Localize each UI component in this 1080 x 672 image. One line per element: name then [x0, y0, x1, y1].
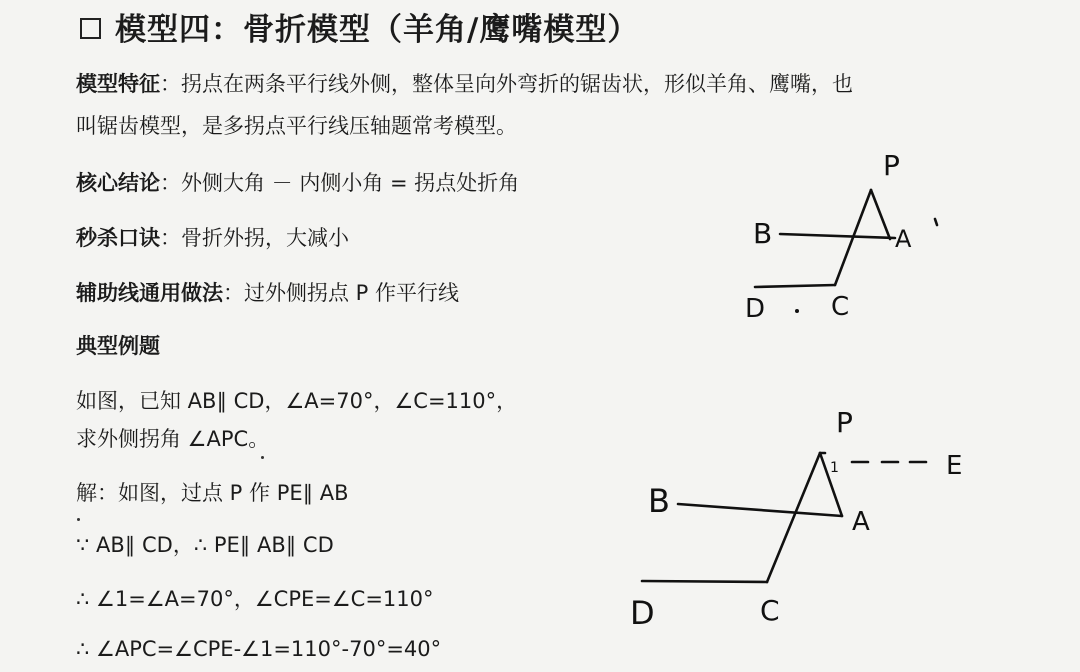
problem-line-2: 求外侧拐角 ∠APC。 — [76, 427, 270, 451]
label-d: D — [745, 294, 766, 324]
aux-line-line — [76, 281, 459, 306]
conclusion-line — [76, 171, 519, 196]
label-b: B — [648, 482, 670, 520]
checkbox-icon — [80, 18, 101, 39]
aux-line-label: 辅助线通用做法 — [76, 281, 223, 305]
stray-dot — [795, 309, 799, 313]
conclusion-label: 核心结论 — [76, 171, 160, 195]
solution-line-2: ∵ AB∥ CD，∴ PE∥ AB∥ CD — [76, 533, 334, 557]
page-title-text: 模型四：骨折模型（羊角/鹰嘴模型） — [115, 12, 640, 48]
label-p: P — [883, 149, 900, 182]
features-text-1: ：拐点在两条平行线外侧，整体呈向外弯折的锯齿状，形似羊角、鹰嘴，也 — [160, 72, 853, 96]
line-ba — [678, 504, 842, 516]
mnemonic-line — [76, 226, 349, 251]
label-b: B — [753, 217, 773, 250]
features-line-1 — [76, 72, 853, 97]
solution-line-1: 解：如图，过点 P 作 PE∥ AB — [76, 481, 349, 505]
stray-dot — [261, 456, 264, 459]
conclusion-text: ：外侧大角 － 内侧小角 = 拐点处折角 — [160, 171, 520, 195]
stray-mark — [935, 219, 937, 225]
label-c: C — [831, 292, 850, 322]
stray-dot — [77, 518, 80, 521]
mnemonic-label: 秒杀口诀 — [76, 226, 160, 250]
label-p: P — [836, 406, 853, 439]
line-dc — [642, 581, 767, 582]
aux-line-text: ：过外侧拐点 P 作平行线 — [223, 281, 460, 305]
line-ba — [780, 234, 895, 238]
problem-line-1: 如图，已知 AB∥ CD，∠A=70°，∠C=110°， — [76, 389, 518, 413]
figure-2-diagram — [620, 400, 1000, 660]
figure-1-diagram — [735, 145, 995, 335]
line-pc — [767, 453, 820, 582]
solution-line-3: ∴ ∠1=∠A=70°，∠CPE=∠C=110° — [76, 587, 434, 611]
line-dc — [755, 285, 835, 287]
label-angle-1: 1 — [830, 460, 839, 476]
line-pa — [871, 190, 890, 239]
label-e: E — [946, 451, 963, 481]
page-title — [80, 4, 639, 49]
features-label: 模型特征 — [76, 72, 160, 96]
label-d: D — [630, 594, 655, 632]
features-line-2 — [76, 114, 517, 139]
example-heading: 典型例题 — [76, 334, 160, 358]
mnemonic-text: ：骨折外拐，大减小 — [160, 226, 349, 250]
solution-line-4: ∴ ∠APC=∠CPE-∠1=110°-70°=40° — [76, 637, 442, 661]
label-a: A — [895, 225, 912, 253]
label-c: C — [760, 594, 780, 627]
features-text-2: 叫锯齿模型，是多拐点平行线压轴题常考模型。 — [76, 114, 517, 138]
label-a: A — [852, 507, 870, 537]
